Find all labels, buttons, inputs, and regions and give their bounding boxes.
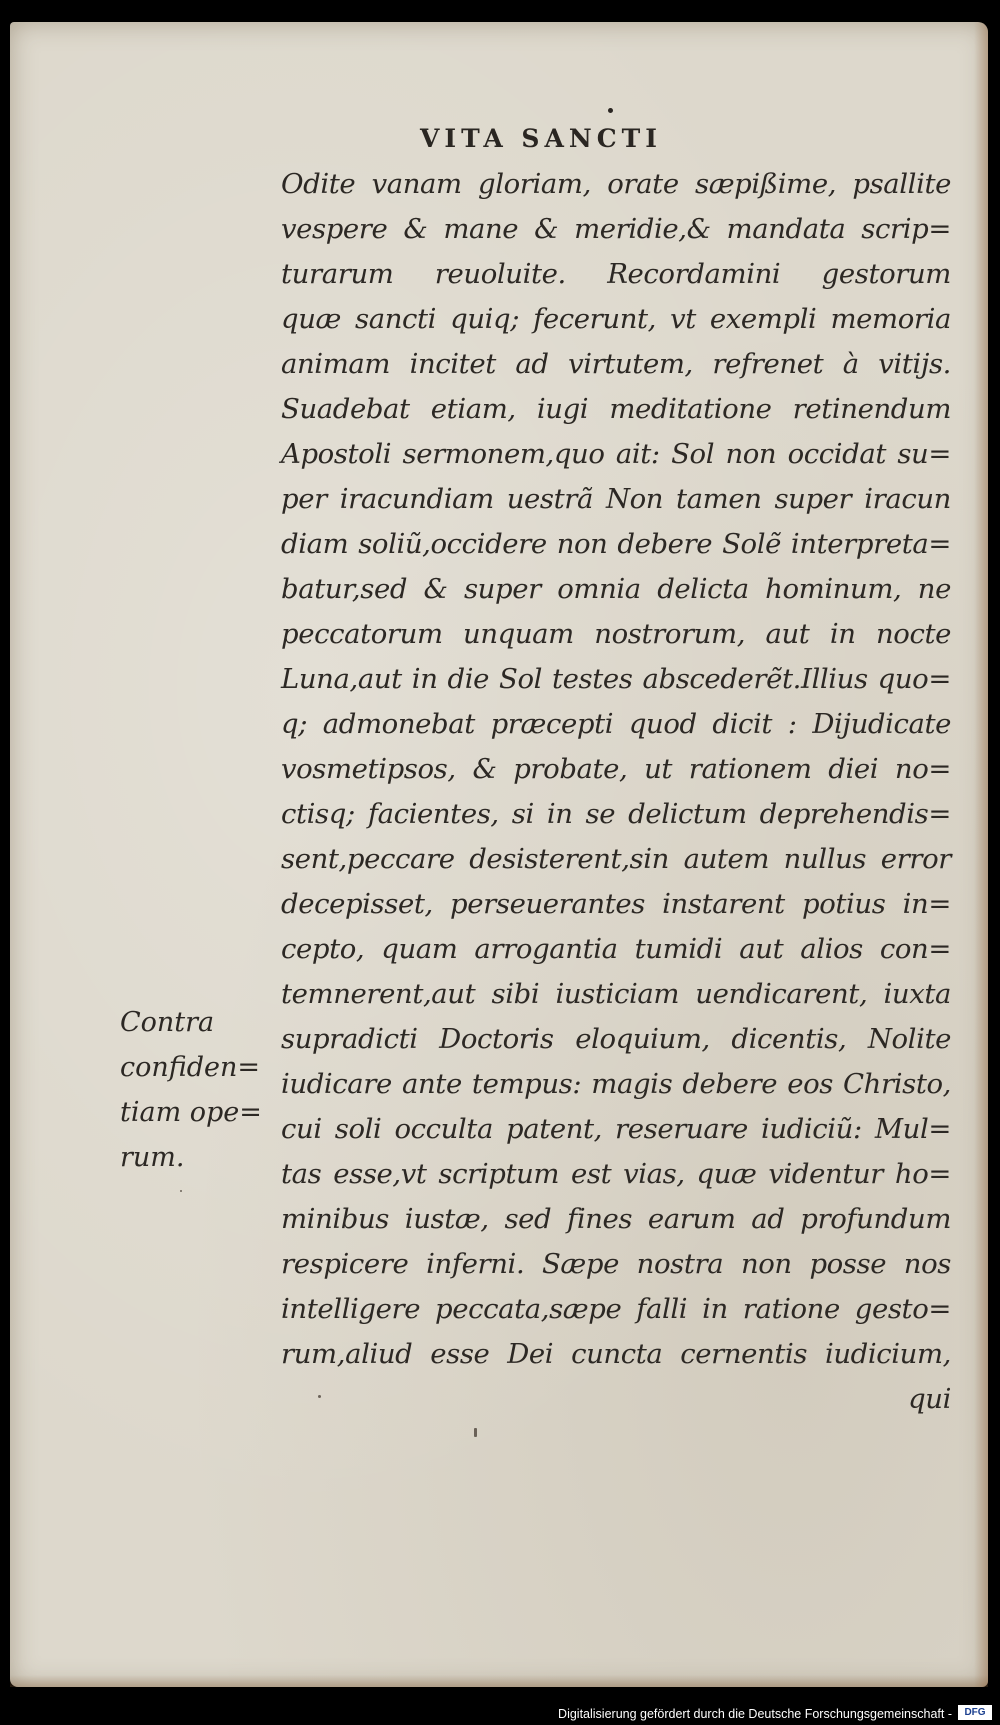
text-line: peccatorum unquam nostrorum, aut in nocte: [281, 618, 951, 650]
paper-speck: [474, 1428, 477, 1437]
text-line: iudicare ante tempus: magis debere eos Christo,: [281, 1068, 951, 1100]
dfg-logo: DFG: [958, 1705, 992, 1720]
text-line: vosmetipsos, & probate, ut rationem diei no=: [281, 753, 951, 785]
text-line: Suadebat etiam, iugi meditatione retinendum: [281, 393, 951, 425]
ornament-dot: [608, 108, 613, 113]
text-line: cui soli occulta patent, reseruare iudiciũ: Mul=: [281, 1113, 951, 1145]
text-line: vespere & mane & meridie,& mandata scrip=: [281, 213, 951, 245]
text-line: Luna,aut in die Sol testes abscederẽt.Illius quo=: [281, 663, 951, 695]
page-edge-shadow-right: [974, 22, 988, 1687]
margin-line: Contra: [120, 1007, 215, 1038]
marginal-note: [120, 1000, 280, 1180]
text-line: Apostoli sermonem,quo ait: Sol non occidat su=: [281, 438, 951, 470]
text-line: animam incitet ad virtutem, refrenet à vitijs.: [281, 348, 951, 380]
footer-bar: [0, 1699, 1000, 1725]
text-line: q; admonebat præcepti quod dicit : Dijudicate: [281, 708, 951, 740]
text-line: turarum reuoluite. Recordamini gestorum: [281, 258, 951, 290]
text-line: quæ sancti quiq; fecerunt, vt exempli memoria: [281, 303, 951, 335]
body-text: [281, 162, 951, 1422]
margin-line: confiden=: [120, 1052, 261, 1083]
text-line: intelligere peccata,sæpe falli in ratione gesto=: [281, 1293, 951, 1325]
text-line: minibus iustæ, sed fines earum ad profundum: [281, 1203, 951, 1235]
text-line: supradicti Doctoris eloquium, dicentis, Nolite: [281, 1023, 951, 1055]
text-line: respicere inferni. Sæpe nostra non posse nos: [281, 1248, 951, 1280]
page-edge-shadow-bottom: [10, 1675, 988, 1687]
text-line: per iracundiam uestrã Non tamen super iracun: [281, 483, 951, 515]
text-line: batur,sed & super omnia delicta hominum, ne: [281, 573, 951, 605]
text-line: Odite vanam gloriam, orate sæpißime, psallite: [281, 168, 951, 200]
text-line: tas esse,vt scriptum est vias, quæ videntur ho=: [281, 1158, 951, 1190]
text-line: temnerent,aut sibi iusticiam uendicarent, iuxta: [281, 978, 951, 1010]
text-line: cepto, quam arrogantia tumidi aut alios con=: [281, 933, 951, 965]
paper-speck: [318, 1395, 321, 1398]
text-line: ctisq; facientes, si in se delictum deprehendis=: [281, 798, 951, 830]
paper-speck: [180, 1190, 182, 1192]
text-line: rum,aliud esse Dei cuncta cernentis iudicium,: [281, 1338, 951, 1370]
text-line: decepisset, perseuerantes instarent potius in=: [281, 888, 951, 920]
text-line: sent,peccare desisterent,sin autem nullus error: [281, 843, 951, 875]
text-line: diam soliũ,occidere non debere Solẽ interpreta=: [281, 528, 951, 560]
margin-line: rum.: [120, 1142, 185, 1173]
margin-line: tiam ope=: [120, 1097, 262, 1128]
catchword: qui: [908, 1383, 951, 1415]
digitization-credit: Digitalisierung gefördert durch die Deutsche Forschungsgemeinschaft -: [558, 1707, 952, 1721]
running-head: VITA SANCTI: [420, 124, 662, 153]
